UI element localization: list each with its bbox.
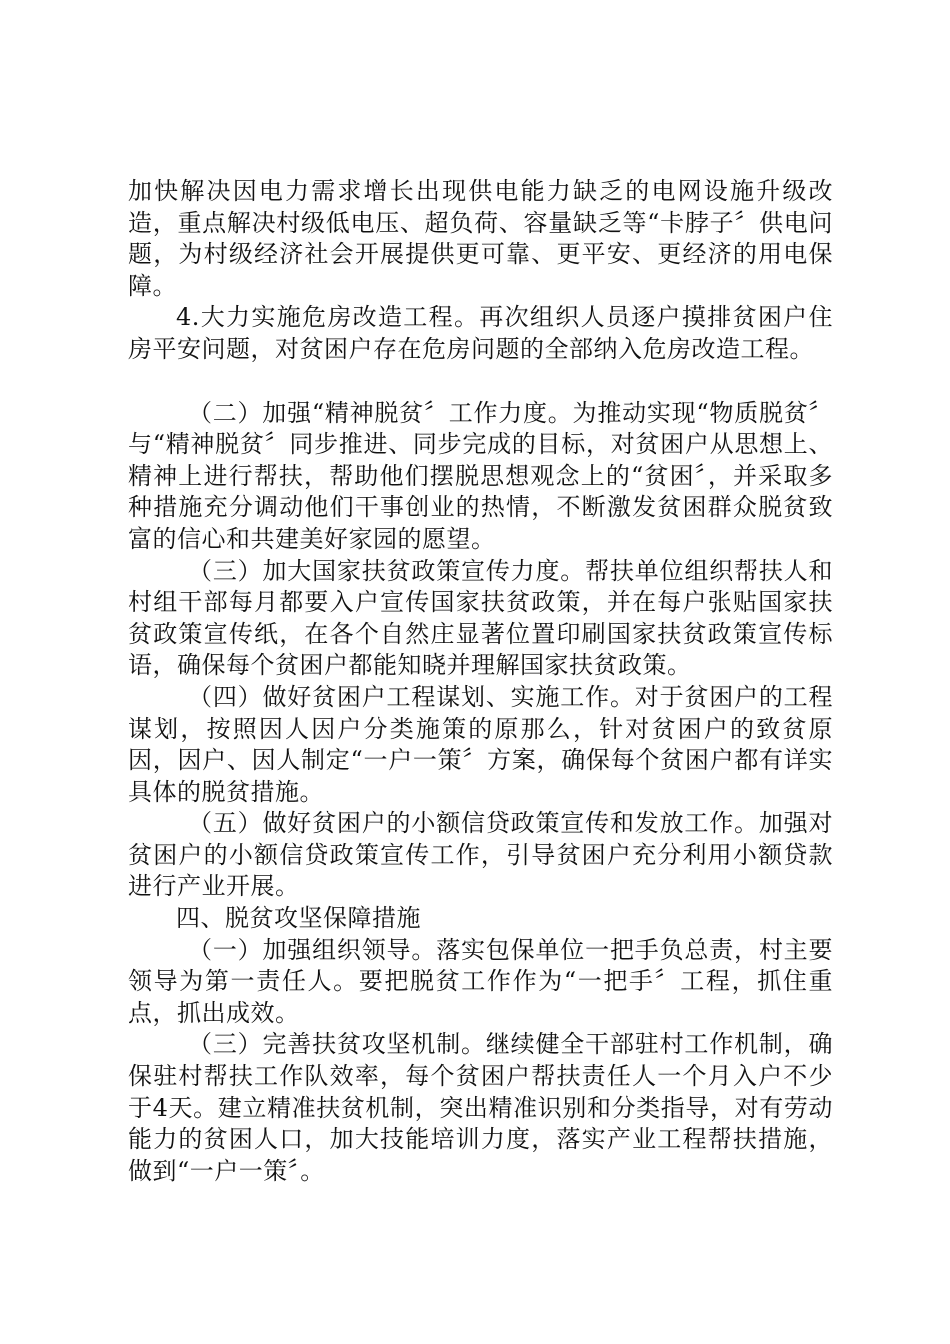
paragraph-micro-credit: （五）做好贫困户的小额信贷政策宣传和发放工作。加强对贫困户的小额信贷政策宣传工作，引导贫困户充分利用小额贷款进行产业开展。 <box>128 809 833 901</box>
paragraph-organization-leadership: （一）加强组织领导。落实包保单位一把手负总责，村主要领导为第一责任人。要把脱贫工作作为“一把手〞工程，抓住重点，抓出成效。 <box>128 935 833 1027</box>
paragraph-policy-publicity: （三）加大国家扶贫政策宣传力度。帮扶单位组织帮扶人和村组干部每月都要入户宣传国家扶贫政策，并在每户张贴国家扶贫政策宣传纸，在各个自然庄显著位置印刷国家扶贫政策宣传标语，确保每个贫困户都能知晓并理解国家扶贫政策。 <box>128 556 833 680</box>
paragraph-project-planning: （四）做好贫困户工程谋划、实施工作。对于贫困户的工程谋划，按照因人因户分类施策的原那么，针对贫困户的致贫原因，因户、因人制定“一户一策〞方案，确保每个贫困户都有详实具体的脱贫措施。 <box>128 682 833 806</box>
paragraph-power-grid: 加快解决因电力需求增长出现供电能力缺乏的电网设施升级改造，重点解决村级低电压、超负荷、容量缺乏等“卡脖子〞供电问题，为村级经济社会开展提供更可靠、更平安、更经济的用电保障。 <box>128 177 833 300</box>
section-heading-safeguards: 四、脱贫攻坚保障措施 <box>176 904 421 933</box>
document-body <box>128 176 833 1187</box>
paragraph-spiritual-poverty: （二）加强“精神脱贫〞工作力度。为推动实现“物质脱贫〞与“精神脱贫〞同步推进、同步完成的目标，对贫困户从思想上、精神上进行帮扶，帮助他们摆脱思想观念上的“贫困〞，并采取多种措施充分调动他们干事创业的热情，不断激发贫困群众脱贫致富的信心和共建美好家园的愿望。 <box>128 398 833 553</box>
paragraph-housing-renovation: 4.大力实施危房改造工程。再次组织人员逐户摸排贫困户住房平安问题，对贫困户存在危房问题的全部纳入危房改造工程。 <box>128 303 833 363</box>
paragraph-mechanism-improvement: （三）完善扶贫攻坚机制。继续健全干部驻村工作机制，确保驻村帮扶工作队效率，每个贫困户帮扶责任人一个月入户不少于4天。建立精准扶贫机制，突出精准识别和分类指导，对有劳动能力的贫困人口，加大技能培训力度，落实产业工程帮扶措施，做到“一户一策〞。 <box>128 1030 833 1185</box>
